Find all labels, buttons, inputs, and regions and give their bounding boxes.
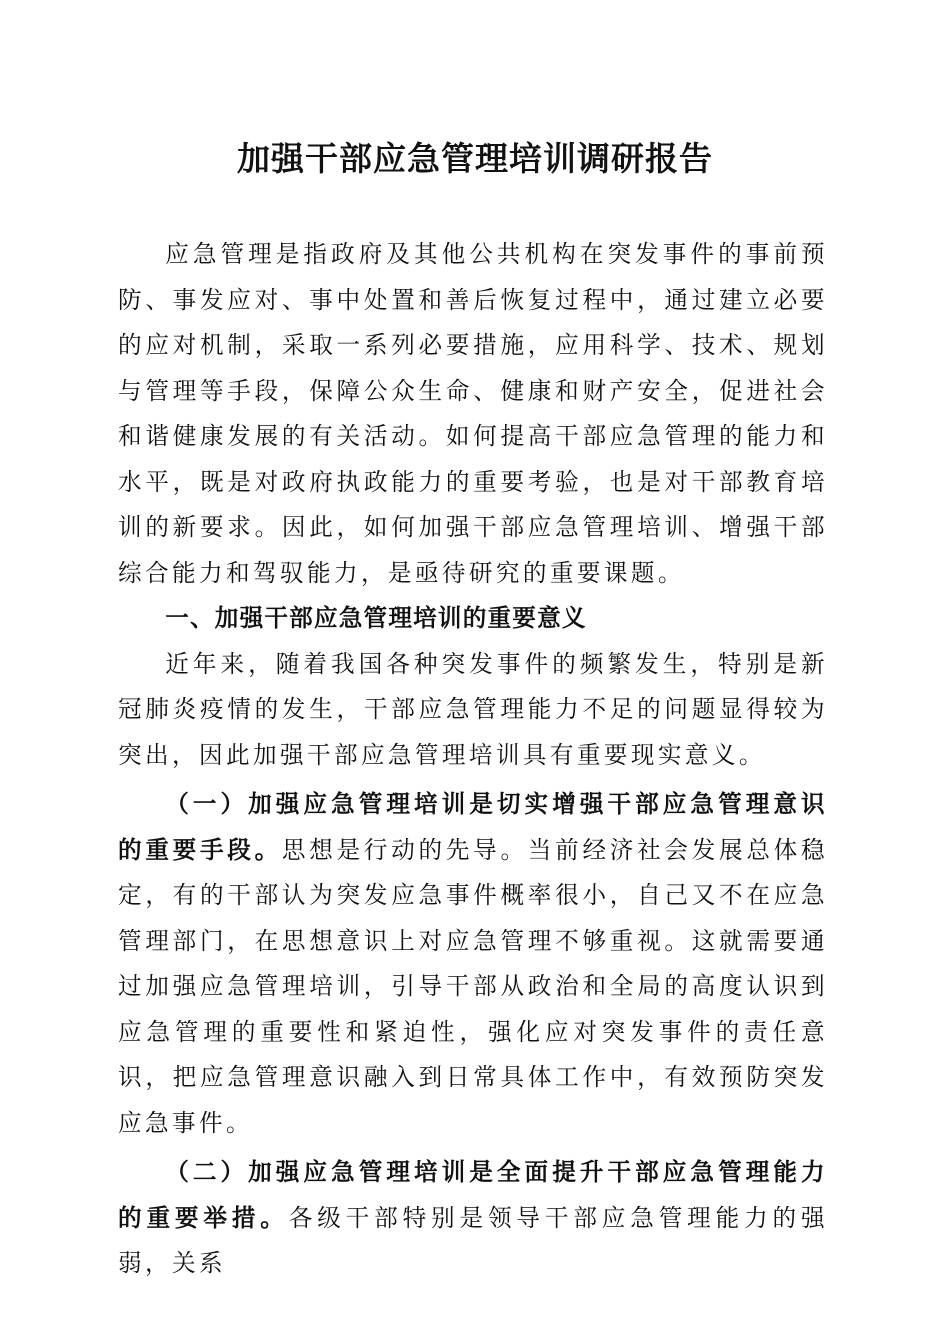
subsection-2-paragraph — [118, 1150, 828, 1287]
section-1-lead-paragraph: 近年来，随着我国各种突发事件的频繁发生，特别是新冠肺炎疫情的发生，干部应急管理能力不足的问题显得较为突出，因此加强干部应急管理培训具有重要现实意义。 — [118, 649, 828, 769]
subsection-2-text: 各级干部特别是领导干部应急管理能力的强弱，关系 — [118, 1203, 828, 1277]
document-body — [118, 232, 828, 1287]
section-heading-1: 一、加强干部应急管理培训的重要意义 — [165, 604, 587, 632]
subsection-1-paragraph — [118, 782, 828, 1146]
subsection-2-heading: （二）加强应急管理培训是全面提升干部应急管理能力的重要举措。 — [118, 1158, 828, 1232]
intro-paragraph: 应急管理是指政府及其他公共机构在突发事件的事前预防、事发应对、事中处置和善后恢复过程中，通过建立必要的应对机制，采取一系列必要措施，应用科学、技术、规划与管理等手段，保障公众生命、健康和财产安全，促进社会和谐健康发展的有关活动。如何提高干部应急管理的能力和水平，既是对政府执政能力的重要考验，也是对干部教育培训的新要求。因此，如何加强干部应急管理培训、增强干部综合能力和驾驭能力，是亟待研究的重要课题。 — [118, 240, 828, 587]
subsection-1-text: 思想是行动的先导。当前经济社会发展总体稳定，有的干部认为突发应急事件概率很小，自己又不在应急管理部门，在思想意识上对应急管理不够重视。这就需要通过加强应急管理培训，引导干部从政治和全局的高度认识到应急管理的重要性和紧迫性，强化应对突发事件的责任意识，把应急管理意识融入到日常具体工作中，有效预防突发应急事件。 — [118, 835, 828, 1137]
subsection-1-heading: （一）加强应急管理培训是切实增强干部应急管理意识的重要手段。 — [118, 790, 828, 864]
document-title: 加强干部应急管理培训调研报告 — [237, 139, 713, 178]
